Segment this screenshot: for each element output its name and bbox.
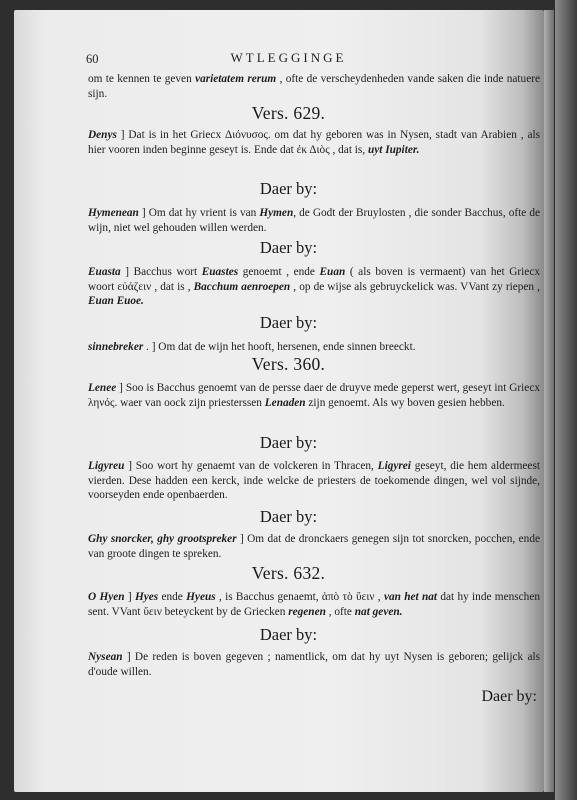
entry-text: ] Om dat hy vrient is van (138, 207, 260, 219)
entry-o-hyen (88, 590, 540, 619)
section-heading-daer-by: Daer by: (259, 507, 318, 526)
entry-text: ] (124, 591, 135, 603)
entry-term: regenen (288, 605, 326, 618)
entry-term: Ligyrei (377, 460, 411, 472)
running-head: WTLEGGINGE (230, 50, 347, 65)
section-heading-daer-by: Daer by: (259, 238, 318, 257)
section-heading-vers-629: Vers. 629. (251, 103, 326, 123)
entry-term: van het nat (383, 591, 438, 603)
entry-text: ] Bacchus wort (120, 266, 202, 278)
lemma: sinnebreker (88, 341, 144, 353)
entry-term: Hyes (134, 591, 159, 603)
section-heading-daer-by: Daer by: (259, 433, 318, 452)
lemma: Nysean (88, 651, 123, 663)
entry-nysean (88, 650, 540, 679)
entry-term: Hyeus (186, 591, 216, 603)
lemma: Lenee (88, 382, 117, 394)
section-heading-vers-632: Vers. 632. (251, 563, 326, 583)
section-heading-daer-by: Daer by: (259, 625, 318, 644)
entry-term: Euan (319, 266, 346, 278)
lemma: Hymenean (88, 207, 139, 219)
entry-term: Lenaden (264, 396, 306, 409)
entry-sinnebreker (88, 340, 540, 355)
entry-text: genoemt , ende (238, 266, 320, 278)
page-number: 60 (86, 52, 99, 66)
lemma: Denys (88, 129, 117, 141)
entry-text: ] Om dat de dronckaers genegen sijn tot snorcken, pocchen, ende van groote dingen te spreken. (88, 533, 540, 560)
section-heading-daer-by: Daer by: (259, 179, 318, 198)
entry-text: ] Dat is in het Griecx Διόνυσος. om dat hy geboren was in Nysen, stadt van Arabien , als hier vooren inden beginne geseyt is. Ende dat ἐκ Διὸς , dat is, (88, 129, 540, 156)
intro-text-rest: , ofte de verscheydenheden vande saken die inde natuere sijn. (88, 73, 540, 100)
entry-term: Hymen (259, 207, 294, 219)
lemma: O Hyen (88, 591, 125, 603)
entry-text-rest: zijn genoemt. Als wy boven gesien hebben. (305, 396, 505, 409)
entry-text: . ] Om dat de wijn het hooft, hersenen, ende sinnen breeckt. (143, 341, 416, 353)
entry-text: , is Bacchus genaemt, ἀπὸ τὸ ὕειν , (215, 591, 384, 603)
entry-euasta (88, 265, 540, 309)
entry-hymenean (88, 206, 540, 235)
intro-term: varietatem rerum (195, 73, 277, 85)
entry-term: Euastes (201, 266, 239, 278)
entry-term: uyt Iupiter. (367, 143, 420, 156)
entry-term: Bacchum aenroepen (193, 280, 291, 293)
entry-text: ] De reden is boven gegeven ; namentlick, om dat hy uyt Nysen is geboren; gelijck als d'oude willen. (88, 651, 540, 678)
section-heading-daer-by: Daer by: (259, 313, 318, 332)
lemma: Ghy snorcker, ghy grootspreker (88, 533, 237, 545)
entry-text: , op de wijse als gebruyckelick was. VVant zy riepen , (290, 280, 540, 293)
entry-text: ] Soo is Bacchus genoemt van de persse daer de druyve mede geperst wert, geseyt int Griecx ληνός. waer van oock zijn priesterssen (88, 382, 540, 409)
intro-text: om te kennen te geven (88, 73, 196, 85)
lemma: Euasta (88, 266, 121, 278)
entry-text: ] Soo wort hy genaemt van de volckeren in Thracen, (124, 460, 378, 472)
entry-text: ende (158, 591, 187, 603)
entry-ligyreu (88, 459, 540, 503)
page-gutter (544, 10, 554, 792)
section-heading-vers-360: Vers. 360. (251, 354, 326, 374)
entry-term: nat geven. (354, 605, 403, 618)
entry-denys (88, 128, 540, 157)
entry-text-rest: , de Godt der Bruylosten , die sonder Bacchus, ofte de wijn, niet wel gehouden willen werden. (88, 207, 540, 234)
catchword: Daer by: (481, 688, 537, 705)
entry-text: ( als boven is vermaent) van het Griecx woort εὐάζειν , dat is , (88, 266, 540, 293)
entry-ghy-snorcker (88, 532, 540, 561)
entry-lenee (88, 381, 540, 410)
lemma: Ligyreu (88, 460, 125, 472)
intro-paragraph (88, 72, 540, 101)
entry-term: Euan Euoe. (88, 295, 144, 308)
entry-text: , ofte (325, 605, 355, 618)
entry-text-rest: geseyt, die hem aldermeest vierden. Dese hadden een kerck, inde welcke de priesters de toekomende dingen, wel vol sijnde, voorseyden ende openbaerden. (88, 460, 540, 502)
entry-text: dat hy inde menschen sent. VVant ὕειν beteyckent by de Griecken (88, 591, 540, 618)
